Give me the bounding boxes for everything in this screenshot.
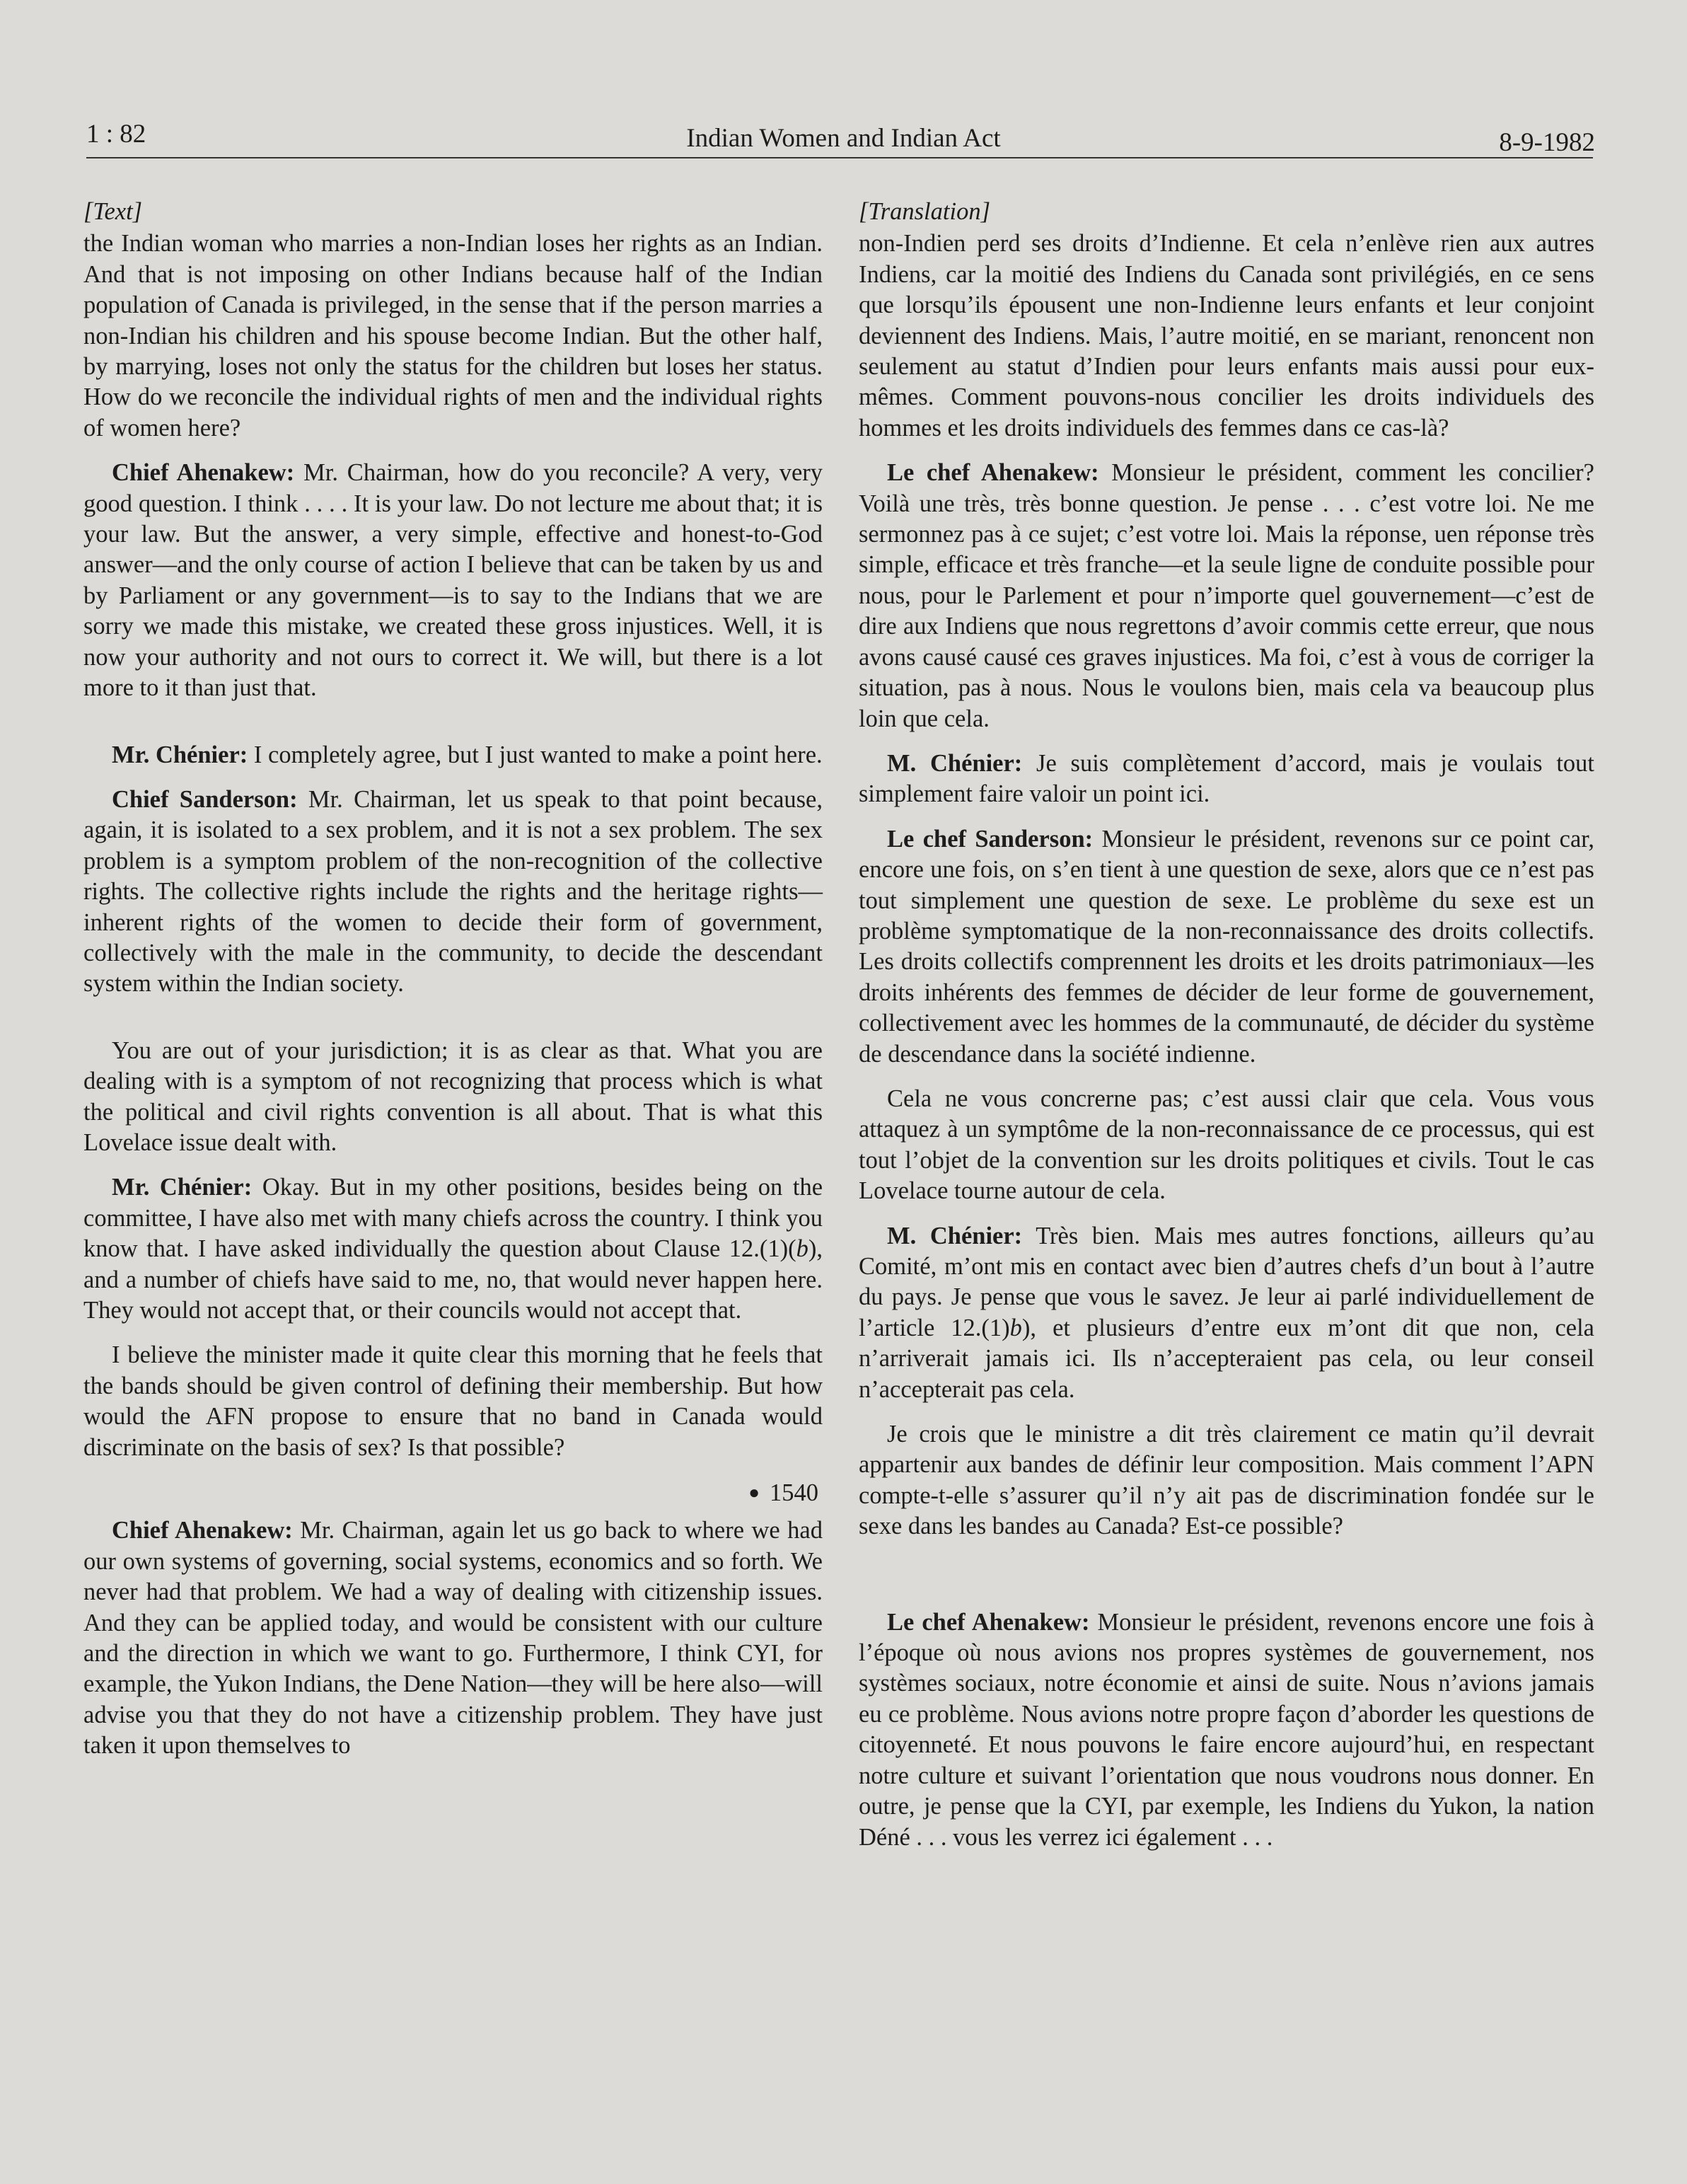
speaker-name: Chief Ahenakew: — [112, 459, 295, 487]
speaker-name: M. Chénier: — [887, 749, 1023, 777]
speech-text: Okay. But in my other positions, besides being on the committee, I have also met with many chiefs across the country. I think you know that. I have asked individually the question about Clause 12.(1)( — [83, 1174, 823, 1263]
speech-text: Mr. Chairman, let us speak to that point because, again, it is isolated to a sex problem, and it is not a sex problem. The sex problem is a symptom problem of the non-recognition of the collective rights. The collective rights include the rights and the heritage rights—inherent rights of the women to decide their form of government, collectively with the male in the community, to decide the descendant system within the Indian society. — [83, 785, 823, 998]
speech-text: Mr. Chairman, again let us go back to where we had our own systems of governing, social systems, economics and so forth. We never had that problem. We had a way of dealing with citizenship issues. And they can be applied today, and would be consistent with our culture and the direction in which we want to go. Furthermore, I think CYI, for example, the Yukon Indians, the Dene Nation—they will be here also—will advise you that they do not have a citizenship problem. They have just taken it upon themselves to — [83, 1517, 823, 1760]
english-paragraph — [83, 1515, 823, 1761]
time-marker-text: 1540 — [770, 1479, 818, 1507]
english-paragraph — [83, 458, 823, 703]
speech-text: ), and a number of chiefs have said to me, no, that would never happen here. They would not accept that, or their councils would not accept that. — [83, 1235, 823, 1324]
french-paragraph — [859, 824, 1594, 1070]
english-paragraph: You are out of your jurisdiction; it is as clear as that. What you are dealing with is a symptom of not recognizing that process which is what the political and civil rights convention is all about. That is what this Lovelace issue dealt with. — [83, 1036, 823, 1156]
running-title: Indian Women and Indian Act — [686, 124, 1001, 153]
header-date: 8-9-1982 — [1499, 128, 1595, 157]
speech-text: I completely agree, but I just wanted to make a point here. — [248, 741, 823, 768]
speech-text: Monsieur le président, revenons encore une fois à l’époque où nous avions nos propres systèmes de gouvernement, nos systèmes sociaux, notre économie et ainsi de suite. Nous n’avions jamais eu ce problème. Nous avions notre propre façon d’aborder les questions de citoyenneté. Et nous pouvons le faire encore aujourd’hui, en respectant notre culture et suivant l’orientation que nous voudrons nous donner. En outre, je pense que la CYI, par exemple, les Indiens du Yukon, la nation Déné . . . vous les verrez ici également . . . — [859, 1608, 1594, 1851]
english-column — [83, 197, 823, 1762]
french-column-tag: [Translation] — [859, 198, 990, 225]
speech-text: Mr. Chairman, how do you reconcile? A very, very good question. I think . . . . It is your law. Do not lecture me about that; it is your law. But the answer, a very simple, effective and honest-to-God answer—and the only course of action I believe that can be taken by us and by Parliament or any government—is to say to the Indians that we are sorry we made this mistake, we created these gross injustices. Well, it is now your authority and not ours to correct it. We will, but there is a lot more to it than just that. — [83, 459, 823, 702]
bullet-icon: ● — [748, 1482, 760, 1503]
speaker-name: Chief Sanderson: — [112, 785, 298, 813]
page-number: 1 : 82 — [86, 120, 146, 149]
english-paragraph: I believe the minister made it quite clear this morning that he feels that the bands should be given control of defining their membership. But how would the AFN propose to ensure that no band in Canada would discriminate on the basis of sex? Is that possible? — [83, 1341, 823, 1461]
speech-text: Monsieur le président, comment les concilier? Voilà une très, très bonne question. Je pense . . . c’est votre loi. Ne me sermonnez pas à ce sujet; c’est votre loi. Mais la réponse, uen réponse très simple, efficace et très franche—et la seule ligne de conduite possible pour nous, pour le Parlement et pour n’importe quel gouvernement—c’est de dire aux Indiens que nous regrettons d’avoir commis cette erreur, que nous avons causé causé ces graves injustices. Ma foi, c’est à vous de corriger la situation, pas à nous. Nous le voulons bien, mais cela va beaucoup plus loin que cela. — [859, 459, 1594, 732]
header-rule — [86, 157, 1593, 158]
time-marker — [83, 1477, 823, 1508]
speaker-name: Mr. Chénier: — [112, 1174, 253, 1201]
speaker-name: Le chef Sanderson: — [887, 825, 1094, 853]
french-paragraph — [859, 1607, 1594, 1853]
french-paragraph: Cela ne vous concrerne pas; c’est aussi clair que cela. Vous vous attaquez à un symptôme de la non-reconnaissance de ce processus, qui est tout l’objet de la convention sur les droits politiques et civils. Tout le cas Lovelace tourne autour de cela. — [859, 1085, 1594, 1205]
speaker-name: Le chef Ahenakew: — [887, 459, 1099, 487]
english-column-tag: [Text] — [83, 198, 143, 225]
english-paragraph — [83, 785, 823, 1000]
french-paragraph: Je crois que le ministre a dit très clairement ce matin qu’il devrait appartenir aux bandes de définir leur composition. Mais comment l’APN compte-t-elle s’assurer qu’il n’y ait pas de discrimination fondée sur le sexe dans les bandes au Canada? Est-ce possible? — [859, 1421, 1594, 1540]
english-paragraph — [83, 740, 823, 770]
french-paragraph — [859, 1221, 1594, 1405]
speaker-name: Le chef Ahenakew: — [887, 1608, 1090, 1636]
clause-letter: b — [1009, 1314, 1022, 1341]
english-opening-paragraph: the Indian woman who marries a non-Indian loses her rights as an Indian. And that is not imposing on other Indians because half of the Indian population of Canada is privileged, in the sense that if the person marries a non-Indian his children and his spouse become Indian. But the other half, by marrying, loses not only the status for the children but loses her status. How do we reconcile the individual rights of men and the individual rights of women here? — [83, 230, 823, 441]
speech-text: Je suis complètement d’accord, mais je voulais tout simplement faire valoir un point ici. — [859, 749, 1594, 808]
speaker-name: M. Chénier: — [887, 1222, 1023, 1249]
french-paragraph — [859, 458, 1594, 734]
french-paragraph — [859, 749, 1594, 810]
clause-letter: b — [796, 1235, 808, 1263]
english-paragraph — [83, 1172, 823, 1326]
french-column — [859, 197, 1594, 1853]
french-opening-paragraph: non-Indien perd ses droits d’Indienne. Et cela n’enlève rien aux autres Indiens, car la moitié des Indiens du Canada sont privilégiés, en ce sens que lorsqu’ils épousent une non-Indienne leurs enfants et leur conjoint deviennent des Indiens. Mais, l’autre moitié, en se mariant, renoncent non seulement au statut d’Indien pour leurs enfants mais aussi pour eux-mêmes. Comment pouvons-nous concilier les droits individuels des hommes et les droits individuels des femmes dans ce cas-là? — [859, 230, 1594, 441]
speaker-name: Mr. Chénier: — [112, 741, 248, 768]
speech-text: Monsieur le président, revenons sur ce point car, encore une fois, on s’en tient à une question de sexe, alors que ce n’est pas tout simplement une question de sexe. Le problème du sexe est un problème symptomatique de la non-reconnaissance des droits collectifs. Les droits collectifs comprennent les droits et les droits patrimoniaux—les droits inhérents des femmes de décider de leur forme de gouvernement, collectivement avec les hommes de la communauté, de décider du système de descendance dans la société indienne. — [859, 825, 1594, 1068]
speech-text: Très bien. Mais mes autres fonctions, ailleurs qu’au Comité, m’ont mis en contact avec bien d’autres chefs d’un bout à l’autre du pays. Je pense que vous le savez. Je leur ai parlé individuellement de l’article 12.(1) — [859, 1222, 1594, 1341]
speech-text: ), et plusieurs d’entre eux m’ont dit que non, cela n’arriverait jamais ici. Ils n’accepteraient pas cela, ou leur conseil n’accepterait pas cela. — [859, 1314, 1594, 1403]
speaker-name: Chief Ahenakew: — [112, 1517, 293, 1544]
